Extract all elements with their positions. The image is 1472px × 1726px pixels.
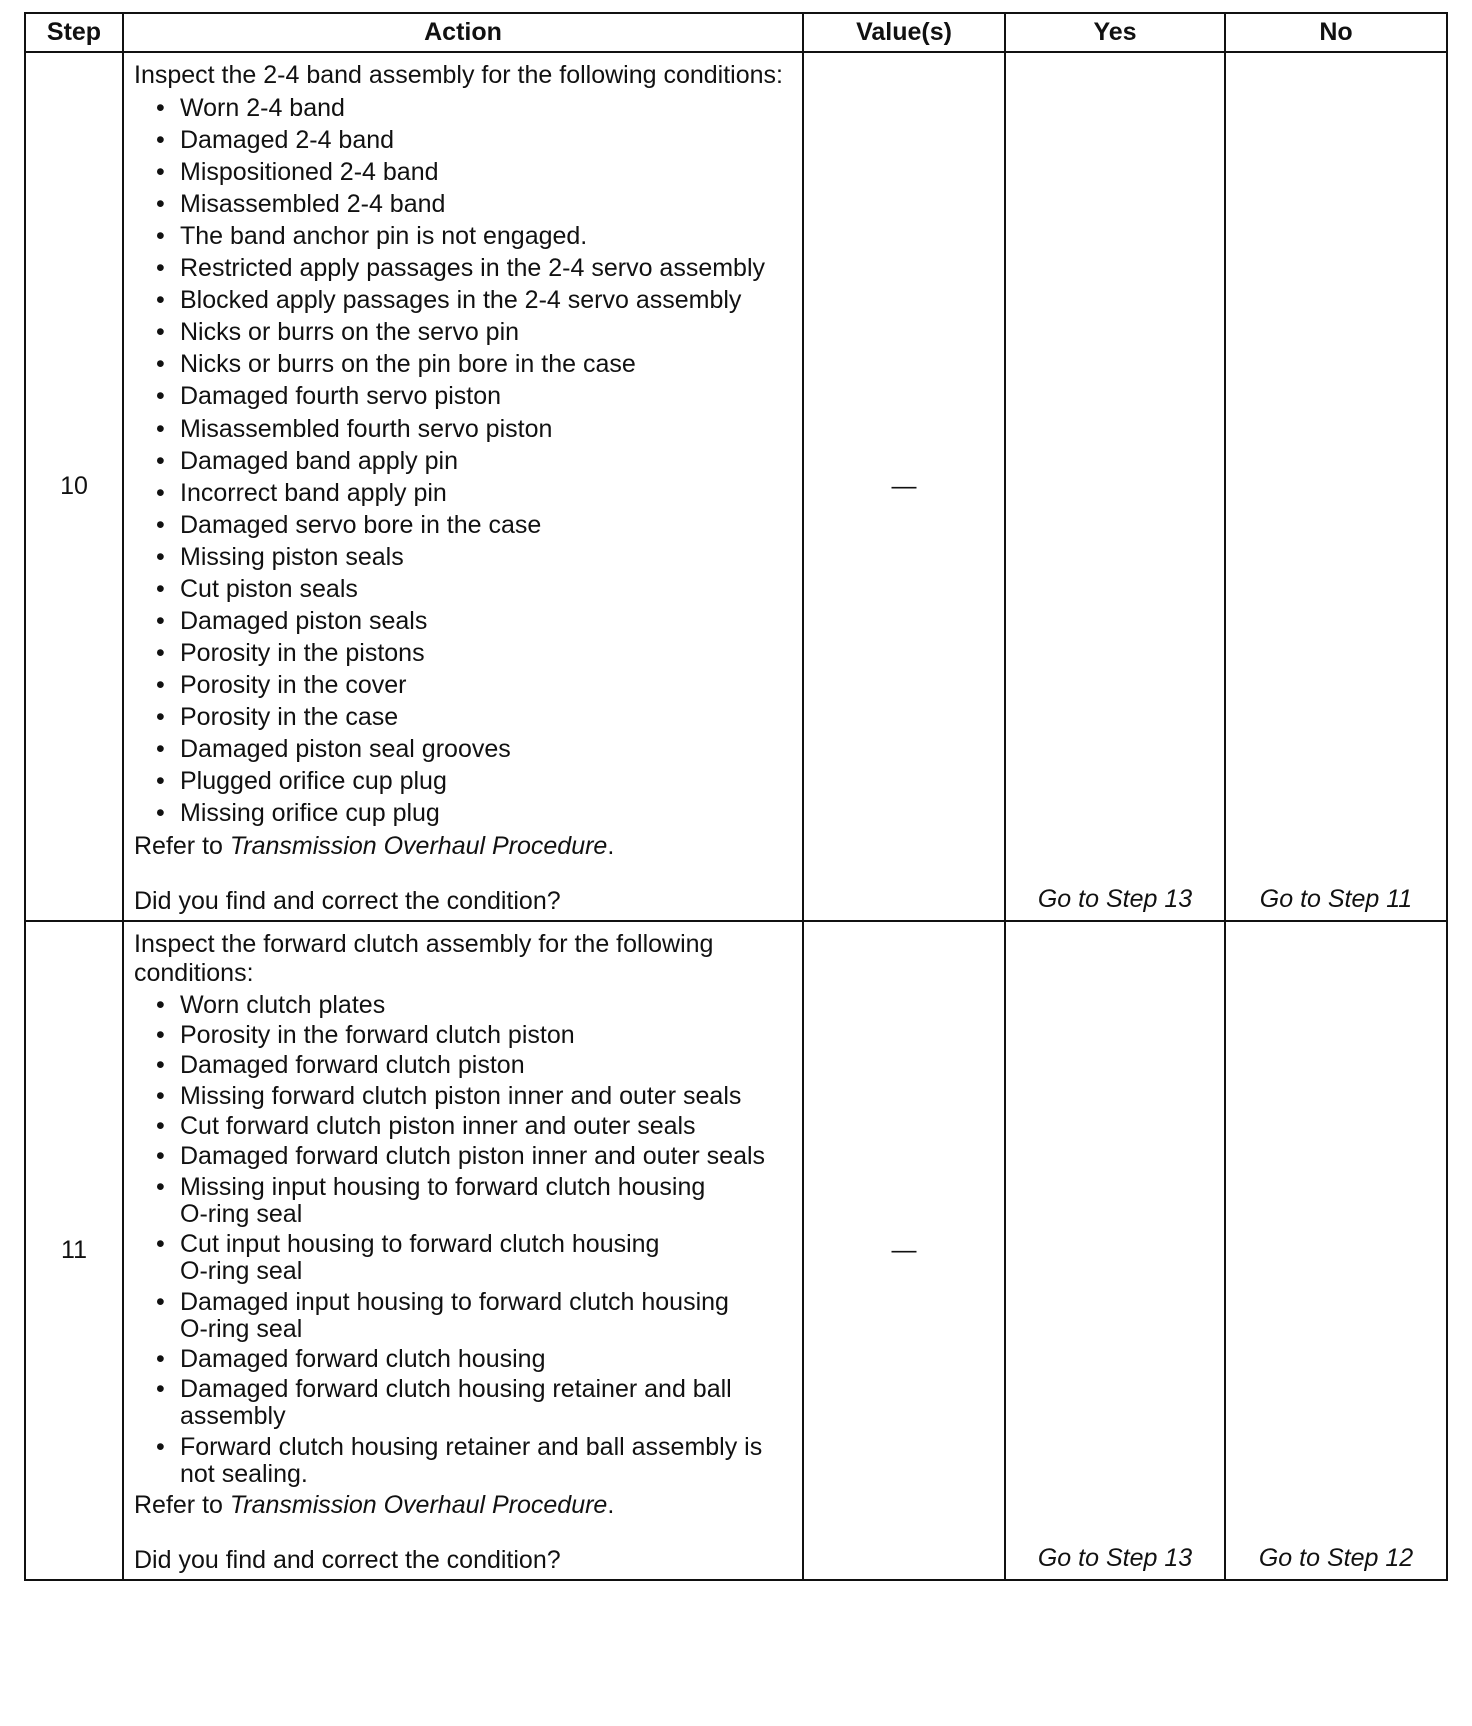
no-cell: Go to Step 12 bbox=[1225, 921, 1447, 1580]
refer-line bbox=[134, 1491, 794, 1520]
diagnostic-table-page bbox=[24, 12, 1446, 1581]
list-item: • Damaged forward clutch piston bbox=[154, 1052, 794, 1079]
action-intro: Inspect the forward clutch assembly for the following conditions: bbox=[134, 930, 714, 988]
condition-list bbox=[134, 992, 794, 1488]
list-item: • Misassembled fourth servo piston bbox=[154, 416, 794, 443]
list-item: • Damaged input housing to forward clutch housing O-ring seal bbox=[154, 1289, 794, 1343]
step-number: 10 bbox=[25, 52, 123, 921]
list-item: • Damaged piston seals bbox=[154, 608, 794, 635]
list-item: • Damaged forward clutch housing bbox=[154, 1346, 794, 1373]
action-question: Did you find and correct the condition? bbox=[134, 1546, 561, 1575]
list-item: • Damaged 2-4 band bbox=[154, 127, 794, 154]
refer-line bbox=[134, 832, 794, 861]
diagnostic-table bbox=[24, 12, 1448, 1581]
list-item: • Mispositioned 2-4 band bbox=[154, 159, 794, 186]
list-item: • Nicks or burrs on the pin bore in the case bbox=[154, 351, 794, 378]
action-intro: Inspect the 2-4 band assembly for the following conditions: bbox=[134, 61, 783, 89]
refer-prefix: Refer to bbox=[134, 1491, 230, 1520]
header-no: No bbox=[1225, 13, 1447, 52]
refer-suffix: . bbox=[607, 1491, 615, 1520]
list-item: • Damaged piston seal grooves bbox=[154, 736, 794, 763]
value-cell: — bbox=[803, 52, 1005, 921]
refer-suffix: . bbox=[607, 832, 615, 861]
header-row bbox=[25, 13, 1447, 52]
list-item: • Damaged fourth servo piston bbox=[154, 383, 794, 410]
header-values: Value(s) bbox=[803, 13, 1005, 52]
list-item: • Porosity in the cover bbox=[154, 672, 794, 699]
header-action: Action bbox=[123, 13, 803, 52]
list-item: • Incorrect band apply pin bbox=[154, 480, 794, 507]
list-item: • Worn clutch plates bbox=[154, 992, 794, 1019]
list-item: • Porosity in the forward clutch piston bbox=[154, 1022, 794, 1049]
header-yes: Yes bbox=[1005, 13, 1225, 52]
action-cell bbox=[123, 921, 803, 1580]
list-item: • Porosity in the pistons bbox=[154, 640, 794, 667]
list-item: • Blocked apply passages in the 2-4 servo assembly bbox=[154, 287, 794, 314]
yes-cell: Go to Step 13 bbox=[1005, 52, 1225, 921]
refer-procedure: Transmission Overhaul Procedure bbox=[229, 832, 608, 861]
list-item: • Misassembled 2-4 band bbox=[154, 191, 794, 218]
list-item: • Damaged servo bore in the case bbox=[154, 512, 794, 539]
list-item: • Porosity in the case bbox=[154, 704, 794, 731]
list-item: • Worn 2-4 band bbox=[154, 95, 794, 122]
value-cell: — bbox=[803, 921, 1005, 1580]
list-item: • Nicks or burrs on the servo pin bbox=[154, 319, 794, 346]
list-item: • Missing input housing to forward clutch housing O-ring seal bbox=[154, 1174, 794, 1228]
list-item: • Missing orifice cup plug bbox=[154, 800, 794, 827]
list-item: • Missing forward clutch piston inner and outer seals bbox=[154, 1083, 794, 1110]
list-item: • Missing piston seals bbox=[154, 544, 794, 571]
action-question: Did you find and correct the condition? bbox=[134, 887, 561, 916]
header-step: Step bbox=[25, 13, 123, 52]
list-item: • Restricted apply passages in the 2-4 servo assembly bbox=[154, 255, 794, 282]
condition-list bbox=[134, 95, 794, 827]
table-row-step-10 bbox=[25, 52, 1447, 921]
list-item: • Damaged forward clutch housing retainer and ball assembly bbox=[154, 1376, 794, 1430]
list-item: • Cut input housing to forward clutch housing O-ring seal bbox=[154, 1231, 794, 1285]
list-item: • Cut piston seals bbox=[154, 576, 794, 603]
list-item: • Forward clutch housing retainer and ball assembly is not sealing. bbox=[154, 1434, 794, 1488]
step-number: 11 bbox=[25, 921, 123, 1580]
list-item: • Damaged forward clutch piston inner and outer seals bbox=[154, 1143, 794, 1170]
list-item: • Damaged band apply pin bbox=[154, 448, 794, 475]
refer-procedure: Transmission Overhaul Procedure bbox=[229, 1491, 608, 1520]
no-cell: Go to Step 11 bbox=[1225, 52, 1447, 921]
list-item: • The band anchor pin is not engaged. bbox=[154, 223, 794, 250]
list-item: • Plugged orifice cup plug bbox=[154, 768, 794, 795]
yes-cell: Go to Step 13 bbox=[1005, 921, 1225, 1580]
list-item: • Cut forward clutch piston inner and outer seals bbox=[154, 1113, 794, 1140]
table-row-step-11 bbox=[25, 921, 1447, 1580]
action-cell bbox=[123, 52, 803, 921]
refer-prefix: Refer to bbox=[134, 832, 230, 861]
